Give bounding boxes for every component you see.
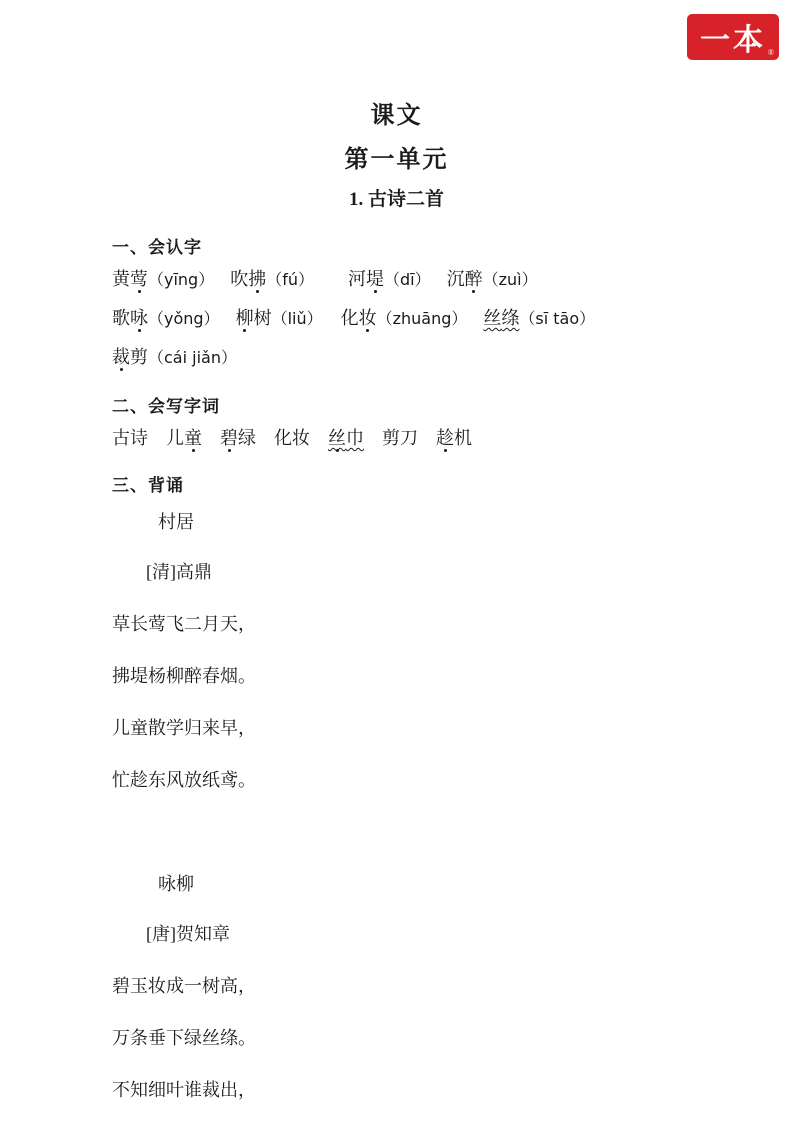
vocab-char: 河 [348,269,366,289]
vocab-word [483,308,519,328]
vocab-char: 堤 [366,269,384,289]
vocab-pinyin: （zuì） [482,270,538,289]
vocab-word [112,428,148,448]
vocab-char: 趁 [436,428,454,448]
vocab-char: 巾 [346,428,364,448]
poem-line: 忙趁东风放纸鸢。 [112,770,256,790]
vocab-char: 吹 [230,269,249,289]
vocab-char: 绿 [238,428,256,448]
section-heading-recite: 三、背诵 [112,476,184,496]
vocab-char: 丝 [328,428,346,448]
vocab-char: 莺 [130,269,148,289]
vocab-char: 化 [340,308,359,328]
vocab-char: 裁 [112,347,130,367]
vocab-char: 刀 [400,428,418,448]
vocab-pinyin: （cái jiǎn） [148,348,237,367]
poem-title: 咏柳 [158,874,194,894]
poem-author: [清]高鼎 [146,562,212,582]
vocab-char: 咏 [130,308,148,328]
section-heading-recognize: 一、会认字 [112,238,202,258]
vocab-char: 妆 [358,308,377,328]
word-line [112,348,681,366]
vocab-char: 化 [274,428,292,448]
vocab-word [220,428,256,448]
vocab-word [230,269,266,289]
poem-block [112,508,681,792]
poem-line: 碧玉妆成一树高， [112,976,256,996]
vocab-char: 醉 [464,269,483,289]
vocab-pinyin: （yǒng） [148,309,220,328]
vocab-char: 童 [184,428,202,448]
vocab-char: 柳 [235,308,254,328]
vocab-char: 儿 [166,428,184,448]
poem-title: 村居 [158,512,194,532]
write-word-list [112,429,681,447]
word-line [112,270,681,288]
word-line [112,309,681,327]
vocab-pinyin: （zhuāng） [376,309,468,328]
brand-logo-text: 一本 [700,24,766,57]
vocab-char: 黄 [112,269,130,289]
vocab-char: 诗 [130,428,148,448]
vocab-word [112,347,148,367]
vocab-word [382,428,418,448]
vocab-char: 树 [253,308,272,328]
recite-poems [112,508,681,1102]
vocab-word [112,308,148,328]
vocab-word [328,428,364,448]
vocab-word [348,269,384,289]
vocab-word [166,428,202,448]
poem-spacer [112,818,681,866]
registered-mark-icon: ® [767,48,774,57]
vocab-char: 丝 [483,308,502,328]
page-title: 课文 [370,101,423,129]
poem-line: 草长莺飞二月天， [112,614,256,634]
lesson-title: 1. 古诗二首 [348,189,444,210]
poem-block [112,870,681,1102]
vocab-pinyin: （yīng） [148,270,215,289]
vocab-word [341,308,377,328]
poem-line: 不知细叶谁裁出， [112,1080,256,1100]
vocab-word [274,428,310,448]
poem-line: 万条垂下绿丝绦。 [112,1028,256,1048]
vocab-pinyin: （dī） [384,270,431,289]
vocab-char: 剪 [382,428,400,448]
vocab-char: 机 [454,428,472,448]
poem-line: 儿童散学归来早， [112,718,256,738]
unit-title: 第一单元 [344,145,449,173]
vocab-char: 剪 [130,347,148,367]
poem-line: 拂堤杨柳醉春烟。 [112,666,256,686]
vocab-word [447,269,483,289]
recognize-word-list [112,270,681,366]
vocab-word [112,269,148,289]
poem-author: [唐]贺知章 [146,924,230,944]
vocab-word [236,308,272,328]
vocab-char: 古 [112,428,130,448]
section-heading-write: 二、会写字词 [112,397,220,417]
vocab-char: 妆 [292,428,310,448]
vocab-char: 碧 [220,428,238,448]
vocab-char: 拂 [248,269,267,289]
vocab-word [436,428,472,448]
vocab-pinyin: （liǔ） [271,309,323,328]
vocab-pinyin: （fú） [266,270,314,289]
vocab-char: 沉 [446,269,465,289]
vocab-pinyin: （sī tāo） [519,309,596,328]
vocab-char: 歌 [112,308,130,328]
vocab-char: 绦 [501,308,520,328]
